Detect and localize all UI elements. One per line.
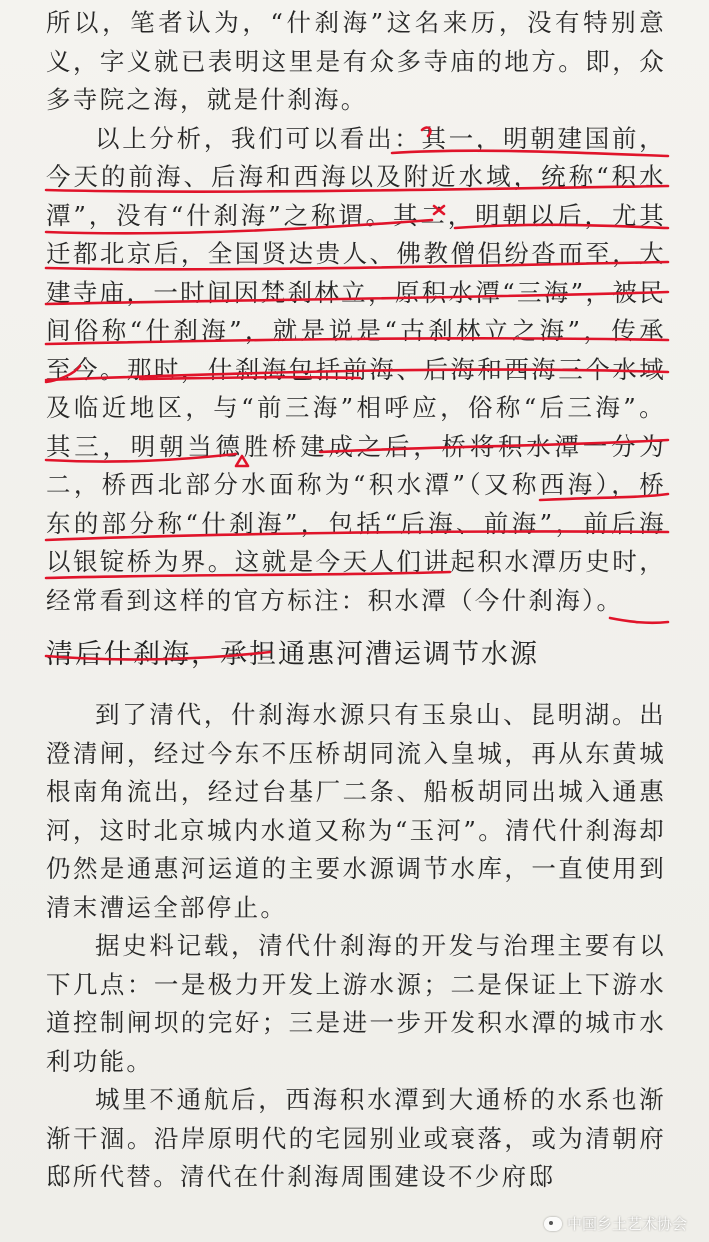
article-body	[46, 4, 666, 1197]
paragraph-1: 所以，笔者认为，“什刹海”这名来历，没有特别意义，字义就已表明这里是有众多寺庙的地方。即，众多寺院之海，就是什刹海。	[46, 8, 666, 114]
weibo-icon	[544, 1217, 562, 1231]
paragraph-3: 到了清代，什刹海水源只有玉泉山、昆明湖。出澄清闸，经过今东不压桥胡同流入皇城，再从东黄城根南角流出，经过台基厂二条、船板胡同出城入通惠河，这时北京城内水道又称为“玉河”。清代什刹海却仍然是通惠河运道的主要水源调节水库，一直使用到清末漕运全部停止。	[46, 700, 666, 922]
section-heading: 清后什刹海，承担通惠河漕运调节水源	[46, 639, 539, 670]
paragraph-5: 城里不通航后，西海积水潭到大通桥的水系也渐渐干涸。沿岸原明代的宅园别业或衰落，或为清朝府邸所代替。清代在什刹海周围建设不少府邸	[46, 1085, 666, 1191]
watermark-text: 中国乡土艺术协会	[566, 1215, 687, 1233]
paragraph-4: 据史料记载，清代什刹海的开发与治理主要有以下几点：一是极力开发上游水源；二是保证上下游水道控制闸坝的完好；三是进一步开发积水潭的城市水利功能。	[46, 931, 666, 1076]
watermark	[544, 1213, 687, 1234]
paragraph-2: 以上分析，我们可以看出：其一，明朝建国前，今天的前海、后海和西海以及附近水域，统称“积水潭”，没有“什刹海”之称谓。其二，明朝以后，尤其迁都北京后，全国贤达贵人、佛教僧侣纷沓而至，大建寺庙，一时间因梵刹林立，原积水潭“三海”，被民间俗称“什刹海”，就是说是“古刹林立之海”，传承至今。那时，什刹海包括前海、后海和西海三个水域及临近地区，与“前三海”相呼应，俗称“后三海”。其三，明朝当德胜桥建成之后，桥将积水潭一分为二，桥西北部分水面称为“积水潭”（又称西海），桥东的部分称“什刹海”，包括“后海、前海”，前后海以银锭桥为界。这就是今天人们讲起积水潭历史时，经常看到这样的官方标注：积水潭（今什刹海）。	[46, 123, 666, 615]
